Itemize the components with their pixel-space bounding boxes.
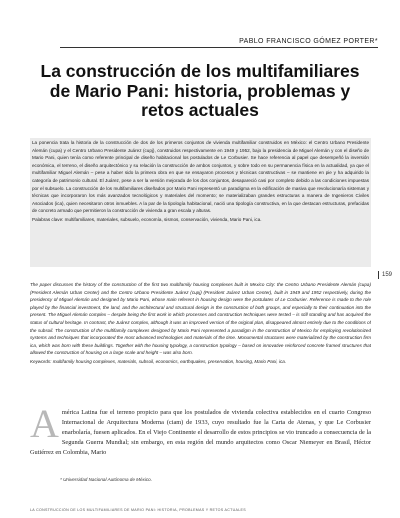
keywords-spanish: Palabras clave: multifamiliares, materiales, subsuelo, economía, sismos, conservación, vivienda, Mario Pani, ica. bbox=[32, 216, 262, 222]
abstract-english bbox=[30, 281, 371, 393]
paper-title: La construcción de los multifamiliares de Mario Pani: historia, problemas y retos actuales bbox=[40, 61, 360, 120]
abstract-english-text: The paper discusses the history of the construction of the first two multifamily housing complexes built in Mexico City: the Centro Urbano Presidente Alemán (cupa) (President Alemán Urban Center) and the Centro Urbano Presidente Juárez (cupj) (President Juárez Urban Center), built in 1949 and 1952 respectively, during the presidency of Miguel Alemán and designed by Mario Pani, whose main referent in housing design were the postulates of Le Corbusier. Reference is made to the role played by the financial investment, the land, and the architectural and structural design in the construction of both groups, and especially to their continuation into the present. The Miguel Alemán complex – despite being the first work in which processes and construction techniques were tested – is still standing and has acquired the status of cultural heritage. In contrast, the Juárez complex, although it was an improved version of the original plan, disappeared almost entirely due to the conditions of the subsoil. The construction of the multifamily complexes designed by Mario Pani represented a paradigm in the construction of Mexico for employing revolutionized systems and techniques that incorporated the most advanced technologies and materials of the time. Monumental structures were materialized by the construction firm ica, which was born with these buildings. Together with the housing typology, a construction typology – based on innovative reinforced concrete framed structures that allowed the construction of housing on a large scale and height – was also born. bbox=[30, 282, 371, 356]
abstract-spanish-box bbox=[30, 138, 371, 267]
abstract-spanish-text: La ponencia trata la historia de la construcción de dos de los primeros conjuntos de vivienda multifamiliar construidos en México: el Centro Urbano Presidente Alemán (cupa) y el Centro Urbano Presidente Juárez (cupj), construidos respectivamente en 1949 y 1952, bajo la presidencia de Miguel Alemán y con el diseño de Mario Pani, quien tenía como referente principal de diseño habitacional los postulados de Le Corbusier. Se hace referencia al papel que desempeñó la inversión económica, el terreno, el diseño arquitectónico y su relación la construcción de ambos conjuntos, y sobre todo en su permanencia física en la actualidad, ya que el multifamiliar Miguel Alemán – pese a haber sido la primera obra en que se ensayaron procesos y técnicas constructivas – se mantiene en pie y ha adquirido la categoría de patrimonio cultural. El Juárez, pese a ser la versión mejorada de los dos conjuntos, desapareció casi por completo debido a las condiciones impuestas por el subsuelo. La construcción de los multifamiliares diseñados por Mario Pani representó un paradigma en la edificación de masiva que revolucionaría sistemas y técnicas que incorporaron los más avanzados tecnológicos y materiales del momento; se materializaban grandes estructuras a manera de Ingenieros Civiles Asociados (ica), quien necesitaron otros inmuebles. A la par de la tipología habitacional, nació una tipología constructiva, en la que destacan estructuras, prefacidas de concreto armado que permitieron la construcción de vivienda a gran escala y alturas. bbox=[32, 140, 369, 214]
header-rule bbox=[60, 47, 378, 48]
page-number: 159 bbox=[378, 271, 392, 279]
body-paragraph-text: mérica Latina fue el terreno propicio para que los postulados de vivienda colectiva establecidos en el cuarto Congreso Internacional de Arquitectura Moderna (ciam) de 1933, cuyo resultado fue la Carta de Atenas, y que Le Corbusier enarbolaría, fuesen aplicados. En el Viejo Continente el desarrollo de estos principios se vio truncado a consecuencia de la Segunda Guerra Mundial; sin embargo, en esta región del mundo arquitectos como Oscar Niemeyer en Brasil, Héctor Gutiérrez en Colombia, Mario bbox=[30, 409, 371, 456]
running-footer: LA CONSTRUCCIÓN DE LOS MULTIFAMILIARES DE MARIO PANI: HISTORIA, PROBLEMAS Y RETOS ACTUALES bbox=[30, 508, 246, 512]
keywords-english: Keywords: multifamily housing complexes, materials, subsoil, economics, earthquakes, preservation, housing, Mario Pani, ica. bbox=[30, 358, 287, 364]
footnote: * Universidad Nacional Autónoma de México. bbox=[60, 477, 153, 482]
author-name: PABLO FRANCISCO GÓMEZ PORTER* bbox=[239, 38, 378, 45]
drop-cap: A bbox=[30, 408, 59, 446]
body-paragraph bbox=[30, 408, 371, 458]
body-section bbox=[30, 408, 371, 496]
